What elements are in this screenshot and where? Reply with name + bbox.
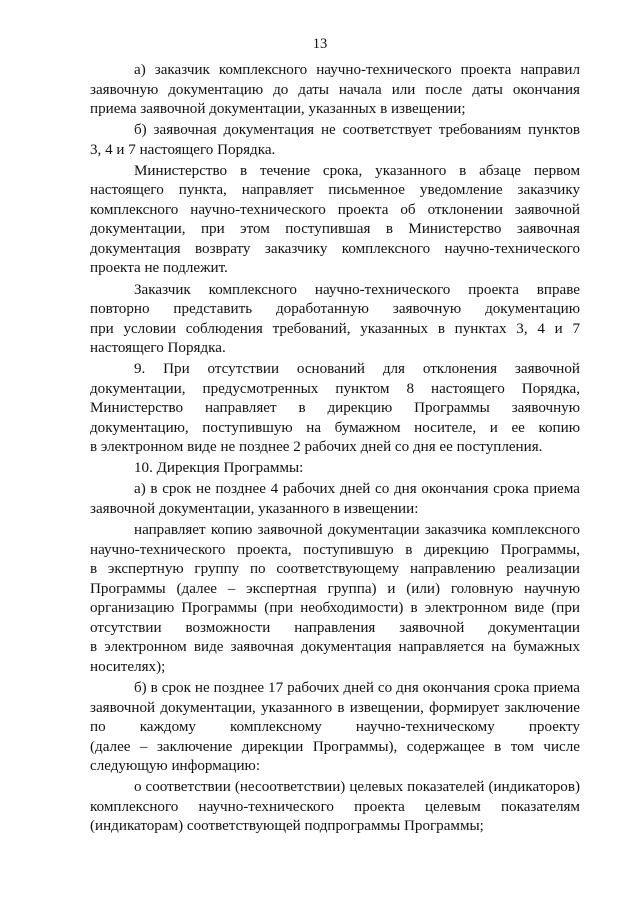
text-line: следующую информацию: bbox=[90, 758, 261, 775]
text-line: настоящего Порядка. bbox=[90, 340, 226, 357]
text-line: документацию, поступившую на бумажном носителе, и ее копию bbox=[90, 419, 580, 436]
text-line: б) в срок не позднее 17 рабочих дней со дня окончания срока приема bbox=[134, 679, 580, 696]
text-line: Министерство в течение срока, указанного в абзаце первом bbox=[134, 162, 580, 179]
text-line: отсутствии возможности направления заявочной документации bbox=[90, 619, 580, 636]
text-line: 9. При отсутствии оснований для отклонения заявочной bbox=[134, 361, 580, 378]
text-line: по каждому комплексному научно-техническому проекту bbox=[90, 719, 580, 736]
paragraph bbox=[90, 121, 580, 160]
text-line: организацию Программы (при необходимости) в электронном виде (при bbox=[90, 600, 580, 617]
paragraph bbox=[90, 778, 580, 837]
text-line: направляет копию заявочной документации заказчика комплексного bbox=[134, 522, 580, 539]
paragraph bbox=[90, 61, 580, 120]
text-line: проекта не подлежит. bbox=[90, 260, 228, 277]
text-line: заявочную документацию до даты начала или после даты окончания bbox=[90, 81, 580, 98]
paragraph bbox=[90, 480, 580, 519]
text-line: Министерство направляет в дирекцию Программы заявочную bbox=[90, 400, 580, 417]
text-line: Программы (далее – экспертная группа) и (или) головную научную bbox=[90, 580, 580, 597]
text-line: (индикаторам) соответствующей подпрограммы Программы; bbox=[90, 818, 484, 835]
text-line: комплексного научно-технического проекта об отклонении заявочной bbox=[90, 201, 580, 218]
page-number: 13 bbox=[312, 36, 328, 52]
text-line: носителях); bbox=[90, 658, 166, 675]
text-line: научно-технического проекта, поступившую в дирекцию Программы, bbox=[90, 541, 580, 558]
document-body bbox=[90, 61, 580, 838]
text-line: Заказчик комплексного научно-технического проекта вправе bbox=[134, 281, 580, 298]
text-line: заявочной документации, указанного в извещении, формирует заключение bbox=[90, 699, 580, 716]
paragraph bbox=[90, 679, 580, 777]
text-line: 3, 4 и 7 настоящего Порядка. bbox=[90, 141, 276, 158]
text-line: в экспертную группу по соответствующему направлению реализации bbox=[90, 561, 580, 578]
text-line: (далее – заключение дирекции Программы), содержащее в том числе bbox=[90, 738, 580, 755]
text-line: повторно представить доработанную заявочную документацию bbox=[90, 301, 580, 318]
text-line: 10. Дирекция Программы: bbox=[134, 460, 304, 477]
paragraph bbox=[90, 360, 580, 458]
text-line: документации, предусмотренных пунктом 8 настоящего Порядка, bbox=[90, 380, 580, 397]
text-line: а) заказчик комплексного научно-технического проекта направил bbox=[134, 62, 580, 78]
text-line: б) заявочная документация не соответствует требованиям пунктов bbox=[134, 122, 580, 139]
paragraph bbox=[90, 459, 580, 479]
text-line: приема заявочной документации, указанных в извещении; bbox=[90, 101, 466, 118]
text-line: документация возврату заказчику комплексного научно-технического bbox=[90, 240, 580, 257]
text-line: в электронном виде заявочная документация направляется на бумажных bbox=[90, 639, 580, 656]
text-line: комплексного научно-технического проекта целевым показателям bbox=[90, 798, 580, 815]
paragraph bbox=[90, 162, 580, 279]
text-line: заявочной документации, указанного в извещении: bbox=[90, 501, 419, 518]
text-line: в электронном виде не позднее 2 рабочих дней со дня ее поступления. bbox=[90, 439, 543, 456]
paragraph bbox=[90, 521, 580, 677]
paragraph bbox=[90, 281, 580, 359]
text-line: а) в срок не позднее 4 рабочих дней со дня окончания срока приема bbox=[134, 481, 580, 498]
text-line: о соответствии (несоответствии) целевых показателей (индикаторов) bbox=[134, 779, 580, 796]
text-line: документации, при этом поступившая в Министерство заявочная bbox=[90, 221, 580, 238]
text-line: при условии соблюдения требований, указанных в пунктах 3, 4 и 7 bbox=[90, 320, 580, 337]
text-line: настоящего пункта, направляет письменное уведомление заказчику bbox=[90, 182, 580, 199]
